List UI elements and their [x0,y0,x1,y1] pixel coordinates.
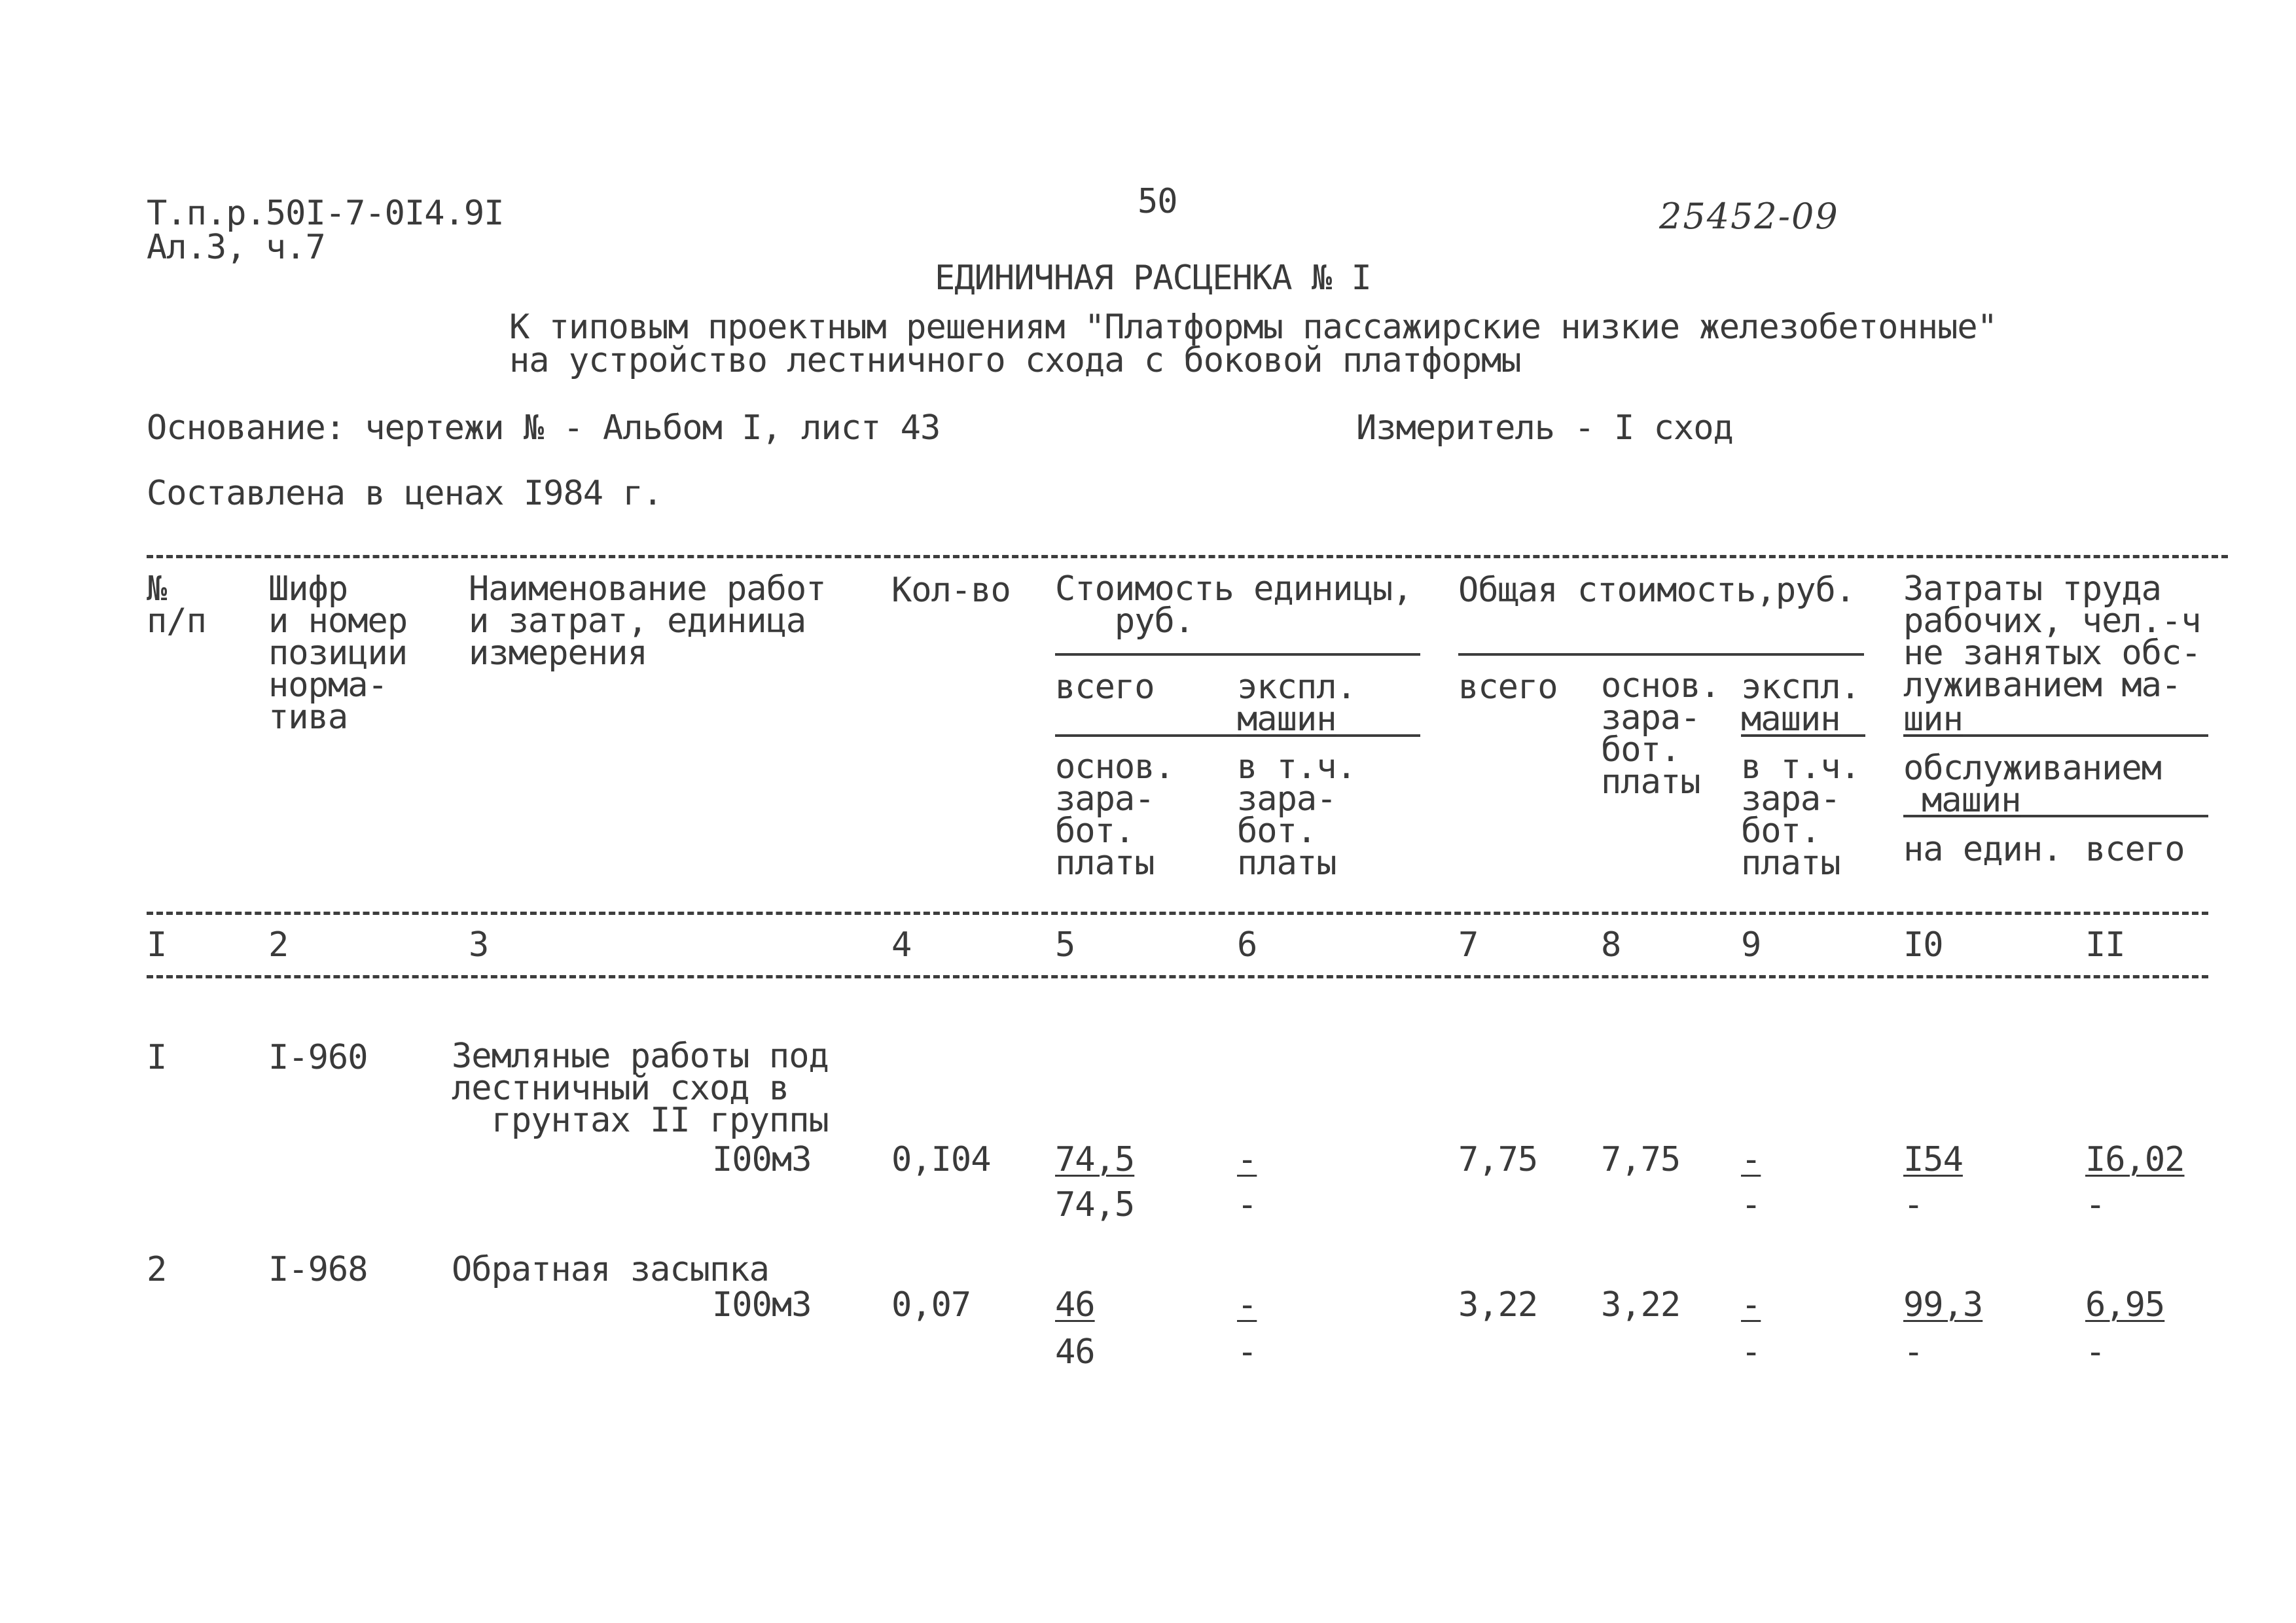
document-code: Т.п.р.50I-7-0I4.9I [147,194,504,233]
column-number-9: 9 [1741,925,1761,965]
row-quantity: 0,I04 [891,1140,991,1179]
header-row-number: № п/п [147,569,206,641]
column-number-4: 4 [891,925,912,965]
subtitle-line-1: К типовым проектным решениям "Платформы пассажирские низкие железобетонные" [509,308,1997,347]
row-unit: I00м3 [712,1140,812,1179]
column-number-3: 3 [469,925,489,965]
column-number-11: II [2085,925,2125,965]
row-unit-machines: - [1237,1140,1257,1179]
header-labor-service: обслуживанием [1903,749,2161,788]
row-unit-machines-wage: - [1237,1185,1257,1224]
column-number-10: I0 [1903,925,1943,965]
header-unit-machines: экспл. [1237,668,1356,707]
header-unit-cost: Стоимость единицы, руб. [1055,569,1412,641]
album-part: Ал.3, ч.7 [147,228,325,267]
header-unit-machines-wage: в т.ч. зара- бот. платы [1237,747,1356,883]
meter-line: Измеритель - I сход [1356,408,1733,448]
header-labor: Затраты труда рабочих, чел.-ч не занятых обс- луживанием ма- [1903,569,2201,705]
row-total-machines: - [1741,1140,1761,1179]
row-labor-per-unit-service: - [1903,1185,1924,1224]
header-work-name: Наименование работ и затрат, единица измерения [469,569,826,673]
header-total: всего [1458,668,1558,707]
row-unit-total: 46 [1055,1285,1095,1325]
price-base-line: Составлена в ценах I984 г. [147,474,662,513]
header-total-wage: основ. зара- бот. платы [1601,666,1720,802]
row-unit-machines-wage: - [1237,1332,1257,1372]
header-code: Шифр и номер позиции норма- тива [268,569,408,737]
column-numbers-rule [147,975,2208,978]
column-number-1: I [147,925,167,965]
header-labor-total: всего [2085,830,2185,869]
row-labor-total-service: - [2085,1185,2106,1224]
header-quantity: Кол-во [891,571,1011,610]
row-total-machines-wage: - [1741,1185,1761,1224]
page-number: 50 [1138,182,1177,221]
row-total: 7,75 [1458,1140,1538,1179]
total-cost-rule [1458,653,1864,656]
row-total-wage: 7,75 [1601,1140,1681,1179]
column-number-6: 6 [1237,925,1257,965]
row-total-machines: - [1741,1285,1761,1325]
header-labor-tail: шин [1903,700,1963,739]
row-unit: I00м3 [712,1285,812,1325]
table-top-rule [147,555,2228,558]
row-code: I-968 [268,1250,368,1289]
header-labor-service-2: машин [1922,781,2021,820]
row-unit-machines: - [1237,1285,1257,1325]
row-quantity: 0,07 [891,1285,971,1325]
column-number-8: 8 [1601,925,1621,965]
header-unit-wage: основ. зара- бот. платы [1055,747,1174,883]
row-work-name: Земляные работы под лестничный сход в грунтах II группы [452,1037,829,1140]
document-title: ЕДИНИЧНАЯ РАСЦЕНКА № I [935,259,1371,298]
header-labor-per-unit: на един. [1903,830,2062,869]
handwritten-number: 25452-09 [1659,196,1839,237]
row-work-name: Обратная засыпка [452,1250,769,1289]
row-unit-wage: 46 [1055,1332,1095,1372]
row-labor-per-unit-service: - [1903,1332,1924,1372]
column-number-2: 2 [268,925,289,965]
column-number-5: 5 [1055,925,1075,965]
row-unit-wage: 74,5 [1055,1185,1135,1224]
unit-cost-rule [1055,653,1420,656]
column-number-7: 7 [1458,925,1479,965]
row-labor-total-service: - [2085,1332,2106,1372]
row-labor-total: I6,02 [2085,1140,2185,1179]
row-total-wage: 3,22 [1601,1285,1681,1325]
header-total-machines-wage: в т.ч. зара- бот. платы [1741,747,1860,883]
row-total-machines-wage: - [1741,1332,1761,1372]
row-number: 2 [147,1250,167,1289]
header-bottom-rule [147,912,2208,915]
row-labor-per-unit: I54 [1903,1140,1963,1179]
header-total-machines-2: машин [1741,700,1840,739]
row-code: I-960 [268,1038,368,1077]
header-total-cost: Общая стоимость,руб. [1458,571,1856,610]
row-number: I [147,1038,167,1077]
row-total: 3,22 [1458,1285,1538,1325]
header-unit-machines-2: машин [1237,700,1336,739]
basis-line: Основание: чертежи № - Альбом I, лист 43 [147,408,941,448]
row-unit-total: 74,5 [1055,1140,1135,1179]
row-labor-total: 6,95 [2085,1285,2165,1325]
row-labor-per-unit: 99,3 [1903,1285,1983,1325]
header-total-machines: экспл. [1741,668,1860,707]
header-unit-total: всего [1055,668,1155,707]
subtitle-line-2: на устройство лестничного схода с боковой платформы [509,341,1521,380]
